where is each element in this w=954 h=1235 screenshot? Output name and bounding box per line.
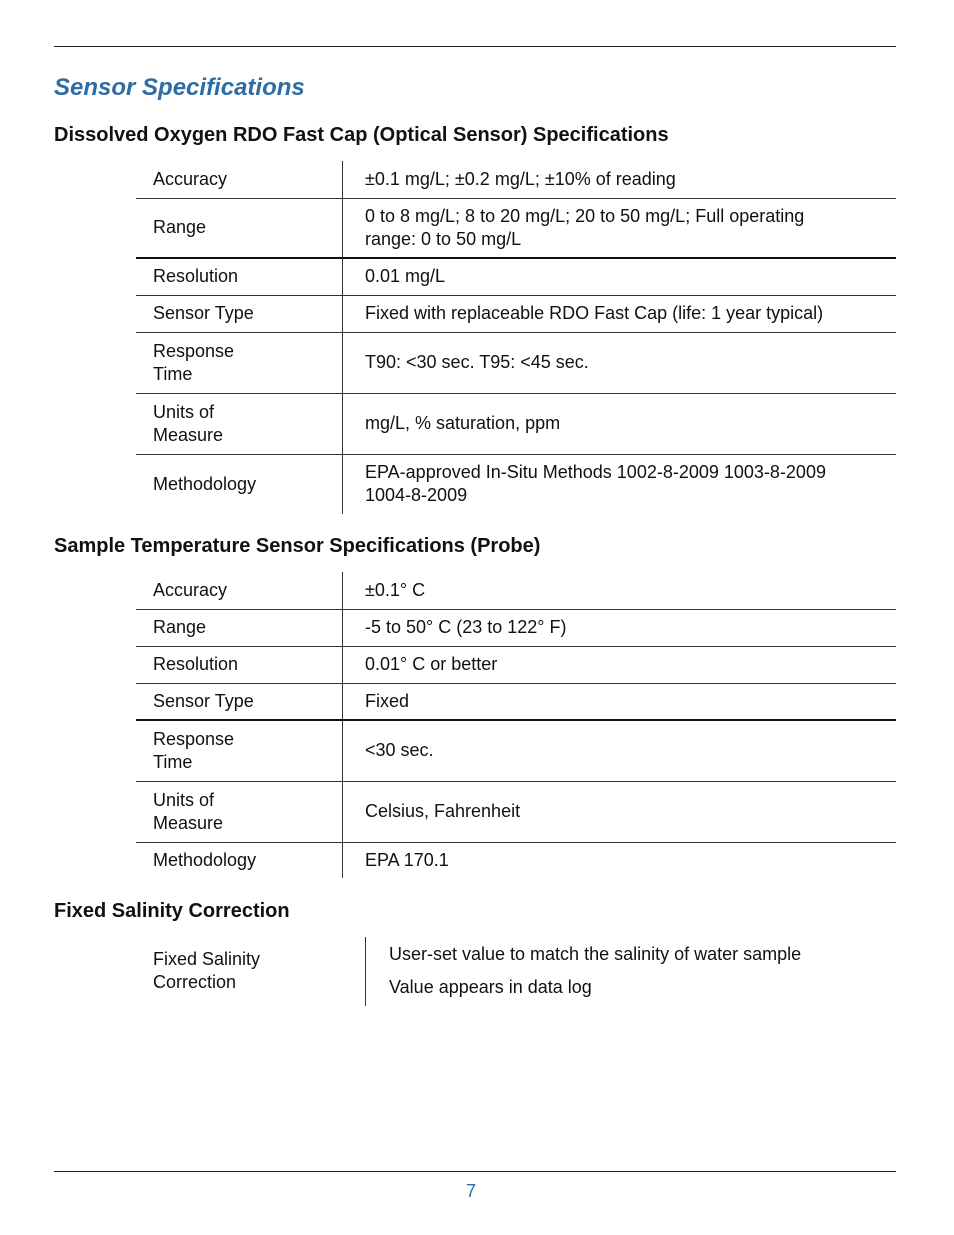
do-methodology-value-line2: 1004-8-2009 <box>365 485 468 506</box>
temp-methodology-label: Methodology <box>136 842 343 878</box>
temp-range-label: Range <box>136 609 343 646</box>
do-range-label: Range <box>136 198 343 258</box>
temp-row-methodology <box>136 842 896 878</box>
do-units-value: mg/L, % saturation, ppm <box>343 393 897 454</box>
do-resolution-label: Resolution <box>136 258 343 295</box>
do-row-units <box>136 393 896 454</box>
do-units-label-line2: Measure <box>153 424 224 445</box>
temp-sensor-type-label: Sensor Type <box>136 683 343 720</box>
salinity-label <box>153 948 260 994</box>
do-row-response-time <box>136 332 896 393</box>
temp-response-time-value: <30 sec. <box>343 720 897 781</box>
do-row-accuracy <box>136 161 896 198</box>
do-units-label-line1: Units of <box>153 401 215 422</box>
do-sensor-type-value: Fixed with replaceable RDO Fast Cap (life: 1 year typical) <box>343 295 897 332</box>
temp-methodology-value: EPA 170.1 <box>343 842 897 878</box>
do-accuracy-label: Accuracy <box>136 161 343 198</box>
do-row-methodology <box>136 454 896 514</box>
temp-row-response-time <box>136 720 896 781</box>
do-response-time-label-line2: Time <box>153 363 193 384</box>
do-response-time-value: T90: <30 sec. T95: <45 sec. <box>343 332 897 393</box>
temp-response-time-label <box>136 720 343 781</box>
salinity-value-line2: Value appears in data log <box>389 977 592 997</box>
temp-units-label-line2: Measure <box>153 812 224 833</box>
do-range-value-line2: range: 0 to 50 mg/L <box>365 228 522 249</box>
temp-row-range <box>136 609 896 646</box>
temp-units-label <box>136 781 343 842</box>
salinity-divider <box>365 937 366 1006</box>
header-rule <box>54 46 896 47</box>
do-units-label <box>136 393 343 454</box>
do-resolution-value: 0.01 mg/L <box>343 258 897 295</box>
footer-rule <box>54 1171 896 1172</box>
do-row-resolution <box>136 258 896 295</box>
do-accuracy-value: ±0.1 mg/L; ±0.2 mg/L; ±10% of reading <box>365 168 676 189</box>
do-methodology-value <box>343 454 897 514</box>
salinity-label-line1: Fixed Salinity <box>153 949 261 969</box>
temp-accuracy-value: ±0.1° C <box>365 579 426 600</box>
temp-section-heading: Sample Temperature Sensor Specifications (Probe) <box>54 535 541 557</box>
temp-resolution-label: Resolution <box>136 646 343 683</box>
salinity-value-line1: User-set value to match the salinity of water sample <box>389 944 802 964</box>
do-response-time-label <box>136 332 343 393</box>
temp-sensor-type-value: Fixed <box>343 683 897 720</box>
do-range-value-line1: 0 to 8 mg/L; 8 to 20 mg/L; 20 to 50 mg/L; Full operating <box>365 205 805 226</box>
do-row-sensor-type <box>136 295 896 332</box>
salinity-label-line2: Correction <box>153 972 237 992</box>
do-section-heading: Dissolved Oxygen RDO Fast Cap (Optical Sensor) Specifications <box>54 124 669 146</box>
temp-resolution-value: 0.01° C or better <box>343 646 897 683</box>
temp-row-resolution <box>136 646 896 683</box>
temp-units-value: Celsius, Fahrenheit <box>343 781 897 842</box>
temp-row-accuracy <box>136 572 896 609</box>
temp-spec-table <box>136 572 896 878</box>
temp-row-sensor-type <box>136 683 896 720</box>
do-methodology-value-line1: EPA-approved In-Situ Methods 1002-8-2009 1003-8-2009 <box>365 462 826 483</box>
temp-accuracy-label: Accuracy <box>136 572 343 609</box>
page-number: 7 <box>465 1181 476 1201</box>
do-methodology-label: Methodology <box>136 454 343 514</box>
temp-response-time-label-line1: Response <box>153 728 235 749</box>
temp-row-units <box>136 781 896 842</box>
do-range-value <box>343 198 897 258</box>
do-spec-table <box>136 161 896 514</box>
do-row-range <box>136 198 896 258</box>
temp-units-label-line1: Units of <box>153 789 215 810</box>
temp-response-time-label-line2: Time <box>153 751 193 772</box>
do-response-time-label-line1: Response <box>153 340 235 361</box>
page-title: Sensor Specifications <box>54 74 305 101</box>
do-sensor-type-label: Sensor Type <box>136 295 343 332</box>
temp-range-value: -5 to 50° C (23 to 122° F) <box>343 609 897 646</box>
salinity-section-heading: Fixed Salinity Correction <box>54 900 290 922</box>
